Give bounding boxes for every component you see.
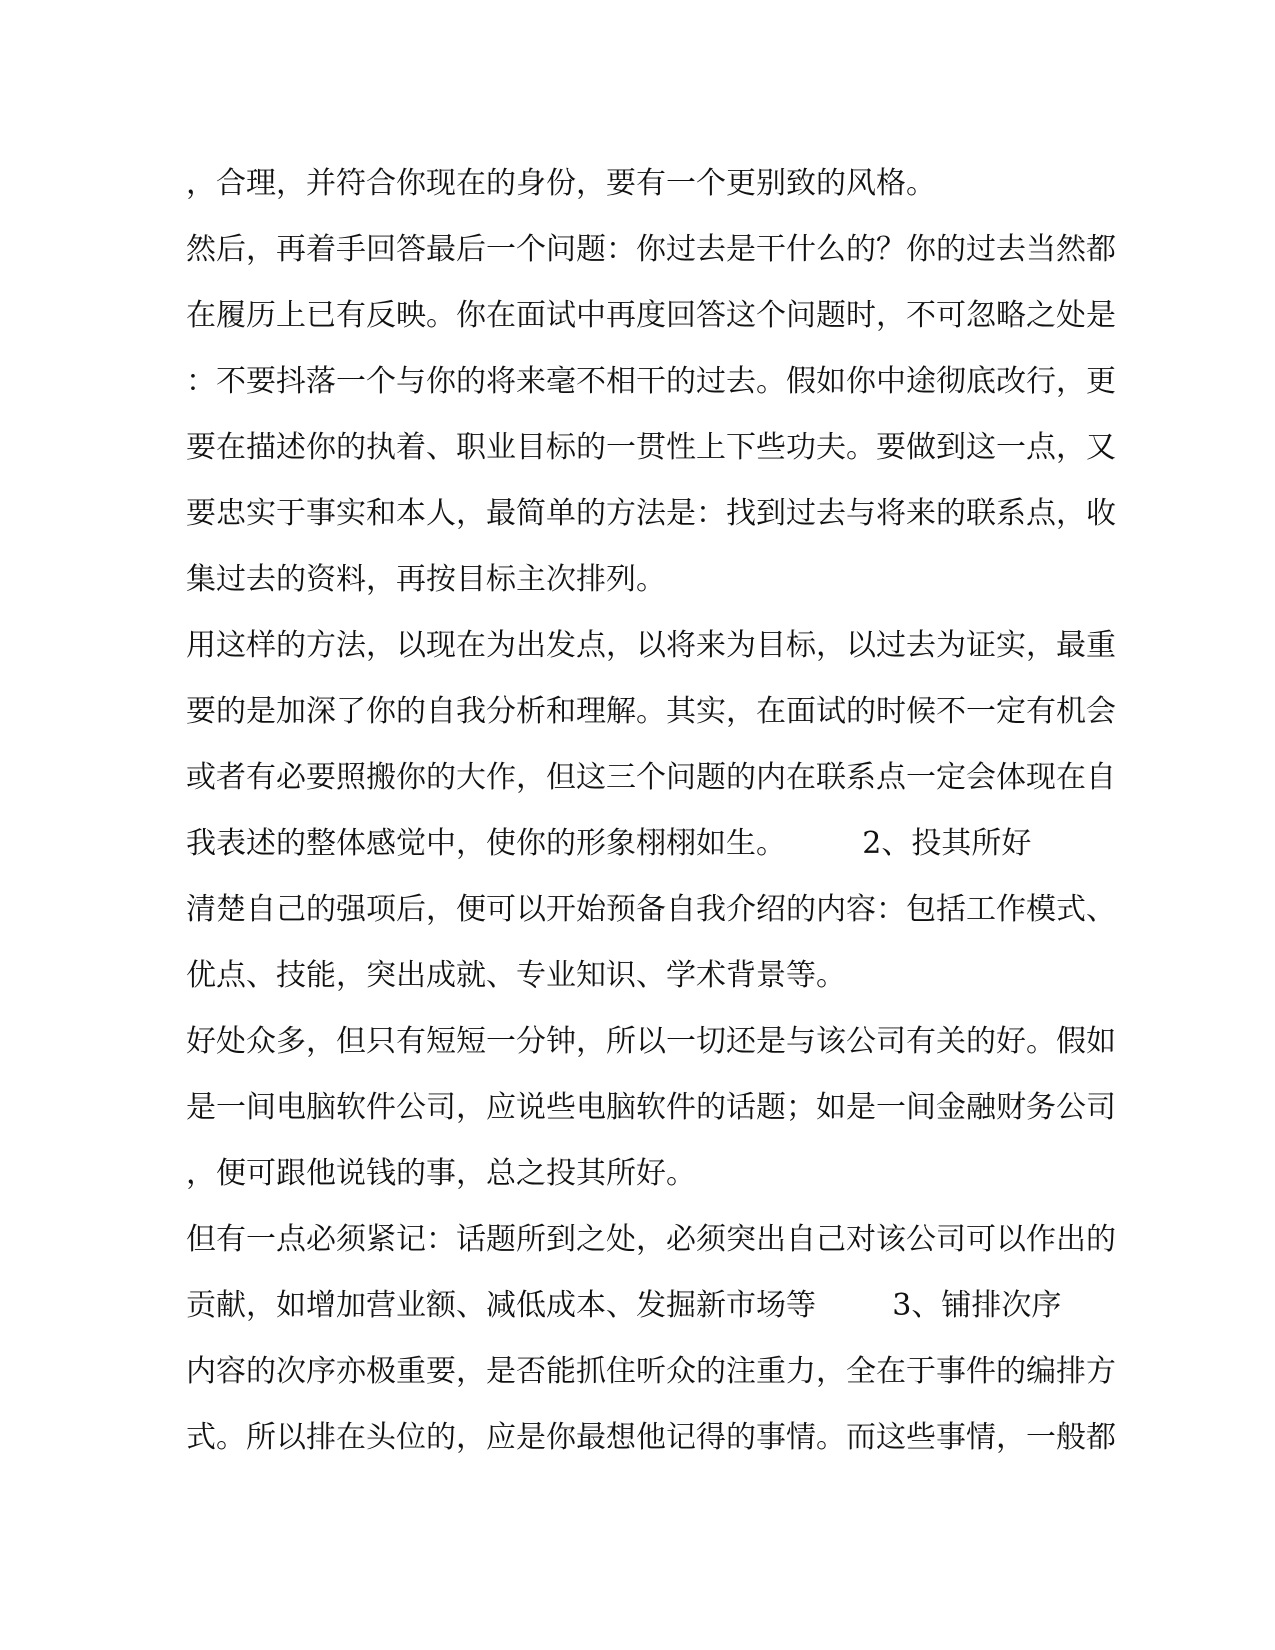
text-line: 然后，再着手回答最后一个问题：你过去是干什么的？你的过去当然都 (186, 232, 1116, 267)
text-line: 在履历上已有反映。你在面试中再度回答这个问题时，不可忽略之处是 (186, 298, 1116, 333)
text-line: ，合理，并符合你现在的身份，要有一个更别致的风格。 (186, 166, 936, 201)
text-line: ：不要抖落一个与你的将来毫不相干的过去。假如你中途彻底改行，更 (186, 364, 1116, 399)
text-line: 要的是加深了你的自我分析和理解。其实，在面试的时候不一定有机会 (186, 694, 1116, 729)
text-line: 好处众多，但只有短短一分钟，所以一切还是与该公司有关的好。假如 (186, 1024, 1116, 1059)
text-line: 优点、技能，突出成就、专业知识、学术背景等。 (186, 958, 846, 993)
text-line: 要在描述你的执着、职业目标的一贯性上下些功夫。要做到这一点，又 (186, 430, 1116, 465)
text-line: 我表述的整体感觉中，使你的形象栩栩如生。 2、投其所好 (186, 826, 1032, 861)
text-line: 用这样的方法，以现在为出发点，以将来为目标，以过去为证实，最重 (186, 628, 1116, 663)
text-line: 贡献，如增加营业额、减低成本、发掘新市场等 3、铺排次序 (186, 1288, 1062, 1323)
text-line: 要忠实于事实和本人，最简单的方法是：找到过去与将来的联系点，收 (186, 496, 1116, 531)
text-line: 集过去的资料，再按目标主次排列。 (186, 562, 666, 597)
text-line: ，便可跟他说钱的事，总之投其所好。 (186, 1156, 696, 1191)
text-line: 或者有必要照搬你的大作，但这三个问题的内在联系点一定会体现在自 (186, 760, 1116, 795)
text-line: 清楚自己的强项后，便可以开始预备自我介绍的内容：包括工作模式、 (186, 892, 1116, 927)
text-line: 内容的次序亦极重要，是否能抓住听众的注重力，全在于事件的编排方 (186, 1354, 1116, 1389)
document-body (186, 162, 1116, 1482)
text-line: 是一间电脑软件公司，应说些电脑软件的话题；如是一间金融财务公司 (186, 1090, 1116, 1125)
text-line: 式。所以排在头位的，应是你最想他记得的事情。而这些事情，一般都 (186, 1420, 1116, 1455)
text-line: 但有一点必须紧记：话题所到之处，必须突出自己对该公司可以作出的 (186, 1222, 1116, 1257)
